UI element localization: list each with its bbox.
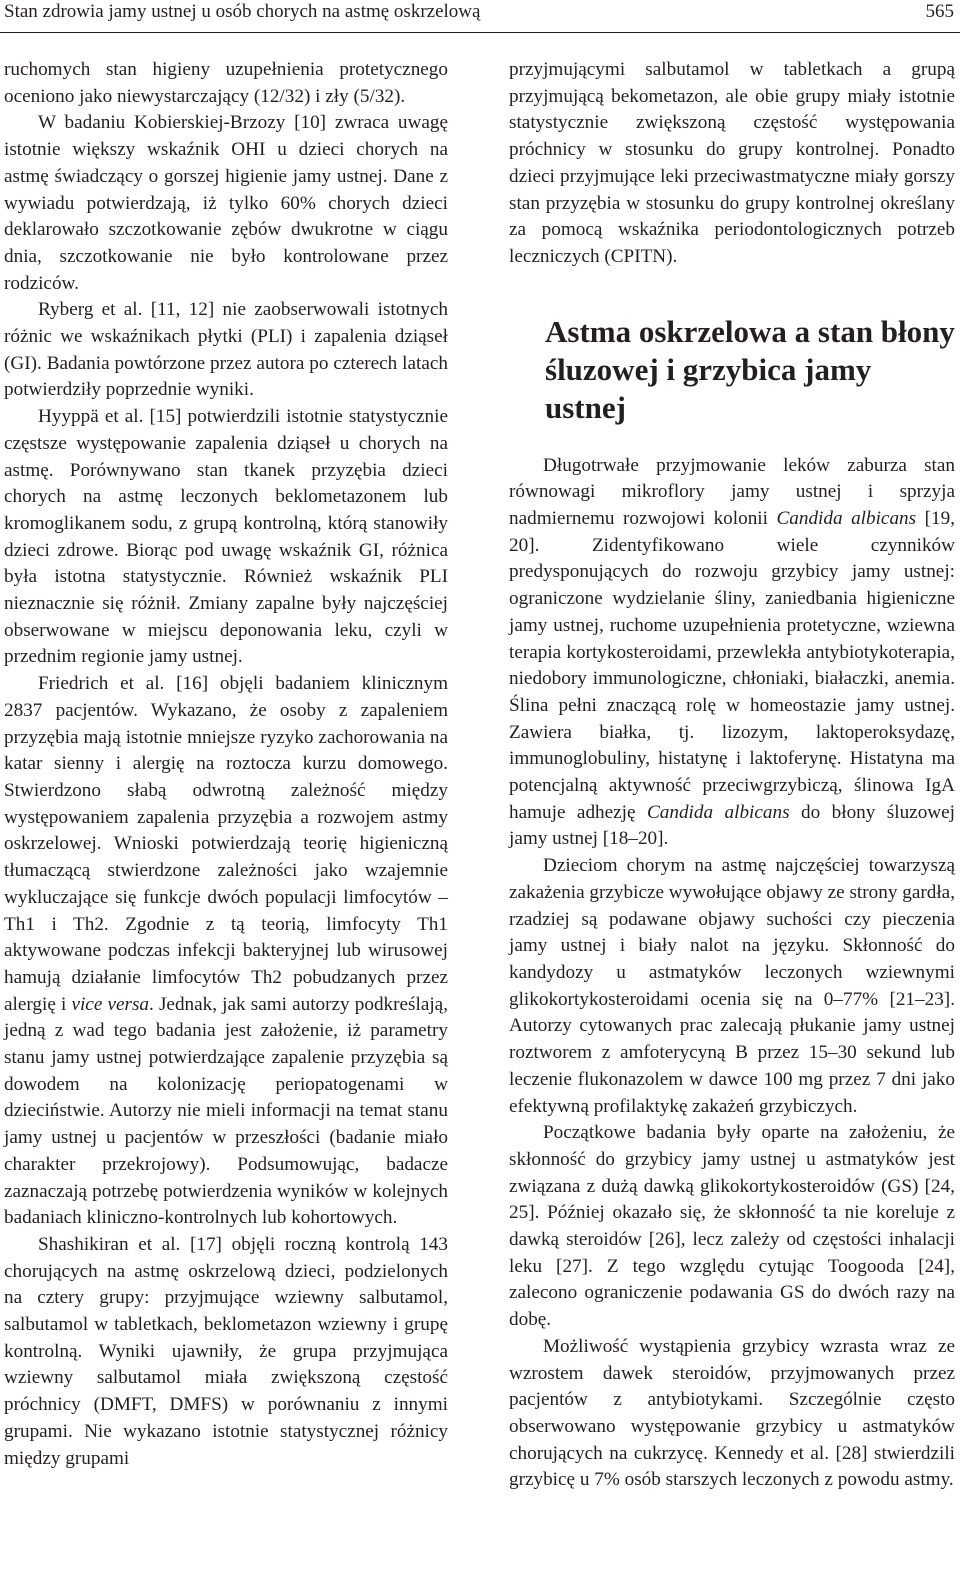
paragraph: Hyyppä et al. [15] potwierdzili istotnie statystycznie częstsze występowanie zapalenia dziąseł u chorych na astmę. Porównywano stan tkanek przyzębia dzieci chorych na astmę leczonych beklometazonem lub kromoglikanem sodu, z grupą kontrolną, którą stanowiły dzieci zdrowe. Biorąc pod uwagę wskaźnik GI, różnica była istotna statystycznie. Również wskaźnik PLI nieznacznie się różnił. Zmiany zapalne były najczęściej obserwowane w miejscu deponowania leku, czyli w przednim regionie jamy ustnej. xyxy=(4,406,448,668)
header-rule xyxy=(0,32,960,33)
page-header xyxy=(0,0,960,40)
italic-term: vice versa xyxy=(71,993,150,1015)
text-run: Friedrich et al. [16] objęli badaniem klinicznym 2837 pacjentów. Wykazano, że osoby z zapaleniem przyzębia mają istotnie mniejsze ryzyko zachorowania na katar sienny i alergię na roztocza kurzu domowego. Stwierdzono słabą odwrotną zależność między występowaniem zapalenia przyzębia a rozwojem astmy oskrzelowej. Wnioski potwierdzają teorię higieniczną tłumaczącą stwierdzone zależności jako wzajemnie wykluczające się funkcje dwóch populacji limfocytów – Th1 i Th2. Zgodnie z tą teorią, limfocyty Th1 aktywowane podczas infekcji bakteryjnej lub wirusowej hamują działanie limfocytów Th2 pobudzanych przez alergię i xyxy=(4,673,448,1015)
text-run: . Jednak, jak sami autorzy podkreślają, jedną z wad tego badania jest założenie, iż parametry stanu jamy ustnej potwierdzające zapalenie przyzębia są dowodem na kolonizację periopatogenami w dzieciństwie. Autorzy nie mieli informacji na temat stanu jamy ustnej u pacjentów w przeszłości (badanie miało charakter przekrojowy). Podsumowując, badacze zaznaczają potrzebę potwierdzenia wyników w kolejnych badaniach kliniczno-kontrolnych lub kohortowych. xyxy=(4,993,448,1229)
text-run: [19, 20]. Zidentyfikowano wiele czynników predysponujących do rozwoju grzybicy jamy ustnej: ograniczone wydzielanie śliny, zaniedbania higieniczne jamy ustnej, ruchome uzupełnienia protetyczne, wziewna terapia kortykosteroidami, przewlekła antybiotykoterapia, niedobory immunologiczne, chłoniaki, białaczki, anemia. Ślina pełni znaczącą rolę w homeostazie jamy ustnej. Zawiera białka, tj. lizozym, laktoperoksydazę, immunoglobuliny, histatynę i laktoferynę. Histatyna ma potencjalną aktywność przeciwgrzybiczą, ślinowa IgA hamuje adhezję xyxy=(509,508,955,823)
paragraph: W badaniu Kobierskiej-Brzozy [10] zwraca uwagę istotnie większy wskaźnik OHI u dzieci chorych na astmę świadczący o gorszej higienie jamy ustnej. Dane z wywiadu potwierdzają, iż tylko 60% chorych dzieci deklarowało szczotkowanie zębów dwukrotne w ciągu dnia, szczotkowanie nie było kontrolowane przez rodziców. xyxy=(4,112,448,294)
paragraph: Shashikiran et al. [17] objęli roczną kontrolą 143 chorujących na astmę oskrzelową dzieci, podzielonych na cztery grupy: przyjmujące wziewny salbutamol, salbutamol w tabletkach, beklometazon wziewny i grupę kontrolną. Wyniki ujawniły, że grupa przyjmująca wziewny salbutamol miała zwiększoną częstość próchnicy (DMFT, DMFS) w porównaniu z innymi grupami. Nie wykazano istotnie statystycznej różnicy między grupami xyxy=(4,1233,448,1469)
paragraph xyxy=(4,671,448,1232)
paragraph: Możliwość wystąpienia grzybicy wzrasta wraz ze wzrostem dawek steroidów, przyjmowanych przez pacjentów z antybiotykami. Szczególnie często obserwowano występowanie grzybicy u astmatyków chorujących na cukrzycę. Kennedy et al. [28] stwierdzili grzybicę u 7% osób starszych leczonych z powodu astmy. xyxy=(509,1335,955,1491)
paragraph xyxy=(509,453,955,854)
page-number: 565 xyxy=(925,1,954,22)
italic-term: Candida albicans xyxy=(646,801,790,823)
running-title: Stan zdrowia jamy ustnej u osób chorych na astmę oskrzelową xyxy=(4,1,481,22)
italic-term: Candida albicans xyxy=(776,508,917,530)
paragraph: przyjmującymi salbutamol w tabletkach a grupą przyjmującą bekometazon, ale obie grupy miały istotnie statystycznie zwiększoną częstość występowania próchnicy w stosunku do grupy kontrolnej. Ponadto dzieci przyjmujące leki przeciwastmatyczne miały gorszy stan przyzębia w stosunku do grupy kontrolnej określany za pomocą wskaźnika periodontologicznych potrzeb leczniczych (CPITN). xyxy=(509,59,955,267)
text-run: Długotrwałe przyjmowanie leków zaburza stan równowagi mikroflory jamy ustnej i sprzyja nadmiernemu rozwojowi kolonii xyxy=(509,454,955,530)
section-heading: Astma oskrzelowa a stan błony śluzowej i grzybica jamy ustnej xyxy=(545,313,955,425)
text-run: do błony śluzowej jamy ustnej [18–20]. xyxy=(509,801,956,850)
paragraph: Dzieciom chorym na astmę najczęściej towarzyszą zakażenia grzybicze wywołujące objawy ze strony gardła, rzadziej są podawane objawy suchości czy pieczenia jamy ustnej i biały nalot na języku. Skłonność do kandydozy u astmatyków leczonych wziewnymi glikokortykosteroidami ocenia się na 0–77% [21–23]. Autorzy cytowanych prac zalecają płukanie jamy ustnej roztworem z amfoterycyną B przez 15–30 sekund lub leczenie flukonazolem w dawce 100 mg przez 7 dni jako efektywną profilaktykę zakażeń grzybiczych. xyxy=(509,855,955,1117)
left-column xyxy=(4,57,448,1472)
right-column xyxy=(509,57,955,1494)
paragraph: Początkowe badania były oparte na założeniu, że skłonność do grzybicy jamy ustnej u astmatyków jest związana z dużą dawką glikokortykosteroidów (GS) [24, 25]. Później okazało się, że skłonność ta nie koreluje z dawką steroidów [26], lecz zależy od częstości inhalacji leku [27]. Z tego względu cytując Toogooda [24], zalecono ograniczenie podawania GS do dwóch razy na dobę. xyxy=(509,1122,955,1331)
paragraph: ruchomych stan higieny uzupełnienia protetycznego oceniono jako niewystarczający (12/32) i zły (5/32). xyxy=(4,59,448,107)
paragraph: Ryberg et al. [11, 12] nie zaobserwowali istotnych różnic we wskaźnikach płytki (PLI) i zapalenia dziąseł (GI). Badania powtórzone przez autora po czterech latach potwierdziły poprzednie wyniki. xyxy=(4,299,448,401)
